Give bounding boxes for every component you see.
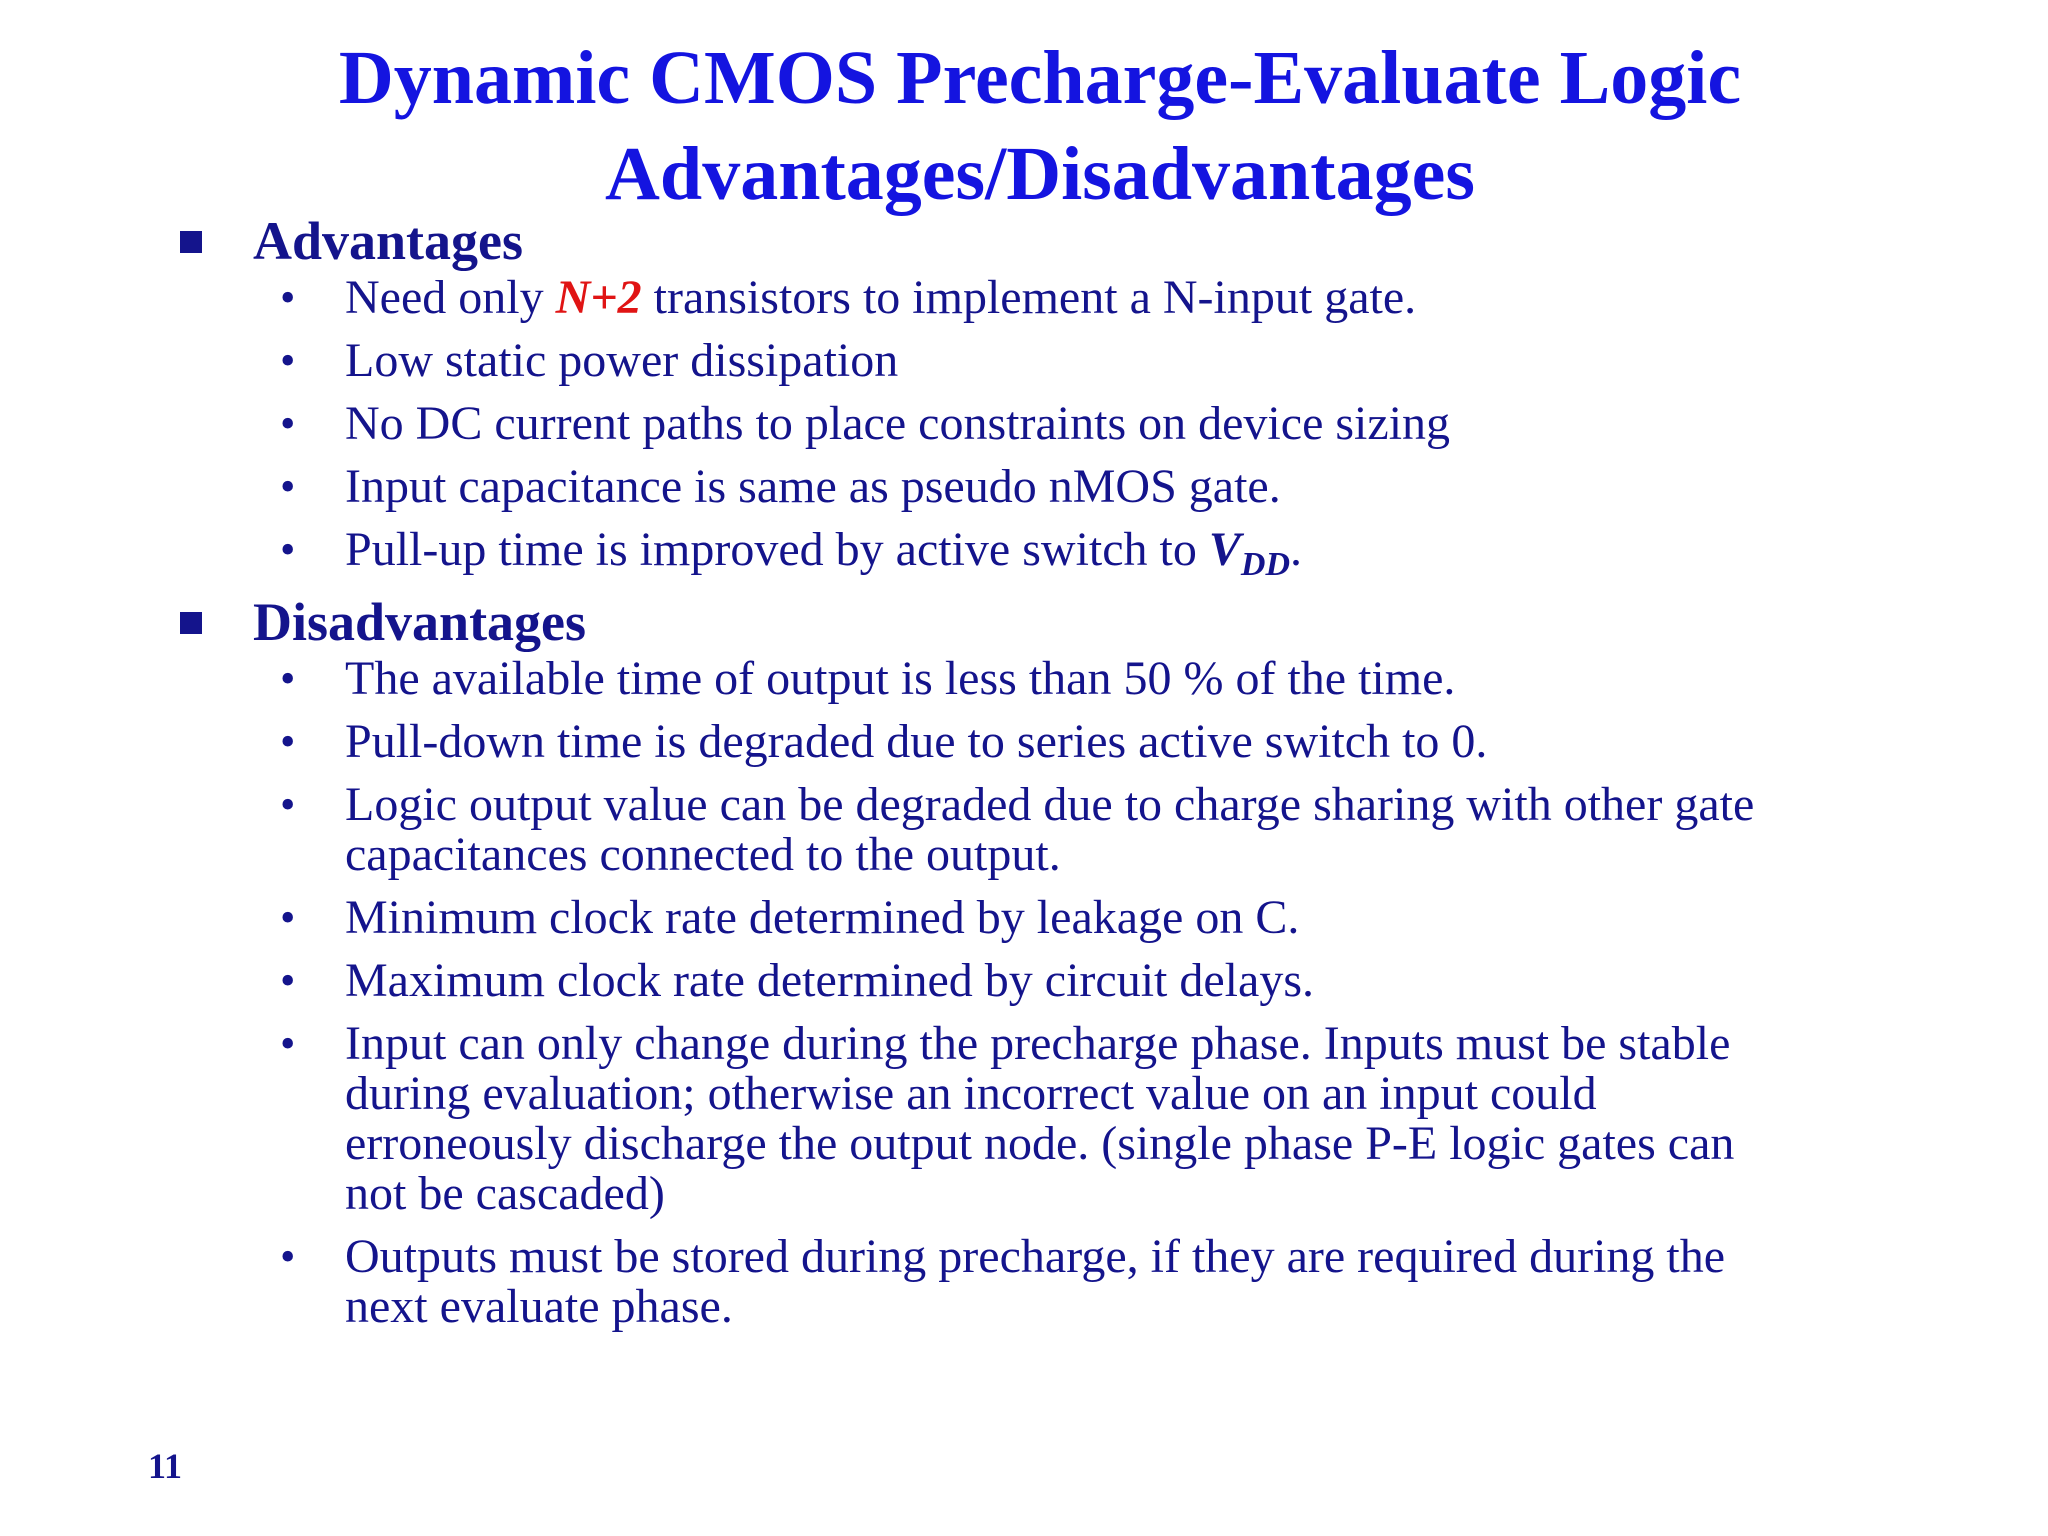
advantage-item [0, 523, 2048, 583]
bullet-dot-icon: • [280, 462, 296, 511]
disadvantage-text: Outputs must be stored during precharge, if they are required during the next evaluate phase. [345, 1230, 1726, 1333]
bullet-dot-icon: • [280, 893, 296, 942]
advantage-text: No DC current paths to place constraints on device sizing [345, 397, 1451, 450]
disadvantage-item [0, 717, 2048, 767]
disadvantage-text: Logic output value can be degraded due to charge sharing with other gate capacitances connected to the output. [345, 778, 1755, 881]
bullet-dot-icon: • [280, 1232, 296, 1281]
disadvantages-list [0, 654, 2048, 1332]
advantages-heading-row [0, 209, 2048, 273]
square-bullet-icon [180, 231, 202, 253]
bullet-dot-icon: • [280, 780, 296, 829]
advantage-item [0, 462, 2048, 512]
advantages-heading: Advantages [253, 211, 524, 271]
square-bullet-icon [180, 612, 202, 634]
disadvantage-text: Minimum clock rate determined by leakage on C. [345, 891, 1300, 944]
vdd-symbol: $V_{DD}$ [1208, 523, 1291, 583]
bullet-dot-icon: • [280, 956, 296, 1005]
page-number: 11 [148, 1446, 183, 1486]
slide-title-line-1: Dynamic CMOS Precharge-Evaluate Logic [338, 36, 1742, 120]
bullet-dot-icon: • [280, 717, 296, 766]
slide-title-line-2: Advantages/Disadvantages [605, 132, 1475, 216]
bullet-dot-icon: • [280, 399, 296, 448]
bullet-dot-icon: • [280, 525, 296, 574]
bullet-dot-icon: • [280, 273, 296, 322]
disadvantage-text: Maximum clock rate determined by circuit delays. [345, 954, 1314, 1007]
advantages-section [0, 209, 2048, 588]
advantage-text: Input capacitance is same as pseudo nMOS gate. [345, 460, 1281, 513]
advantage-text: Low static power dissipation [345, 334, 899, 387]
advantage-text: Pull-up time is improved by active switch to $V_{DD}$. [345, 523, 1303, 583]
bullet-dot-icon: • [280, 654, 296, 703]
advantage-item [0, 399, 2048, 449]
n-plus-2-highlight: N+2 [555, 271, 642, 324]
disadvantages-section [0, 590, 2048, 1345]
disadvantage-text: Pull-down time is degraded due to series active switch to 0. [345, 715, 1488, 768]
disadvantage-item [0, 956, 2048, 1006]
slide-title [0, 30, 2048, 222]
disadvantages-heading-row [0, 590, 2048, 654]
bullet-dot-icon: • [280, 336, 296, 385]
disadvantage-text: The available time of output is less than 50 % of the time. [345, 652, 1456, 705]
disadvantage-item [0, 893, 2048, 943]
advantage-text: Need only N+2 transistors to implement a N-input gate. [345, 271, 1417, 324]
disadvantage-item [0, 1019, 2048, 1219]
advantage-item [0, 273, 2048, 323]
disadvantage-text: Input can only change during the precharge phase. Inputs must be stable during evaluation; otherwise an incorrect value on an input could erroneously discharge the output node. (single phase P-E logic gates can not be cascaded) [345, 1017, 1735, 1220]
disadvantage-item [0, 654, 2048, 704]
advantage-item [0, 336, 2048, 386]
disadvantage-item [0, 1232, 2048, 1332]
disadvantage-item [0, 780, 2048, 880]
disadvantages-heading: Disadvantages [253, 592, 587, 652]
advantages-list [0, 271, 2048, 583]
bullet-dot-icon: • [280, 1019, 296, 1068]
